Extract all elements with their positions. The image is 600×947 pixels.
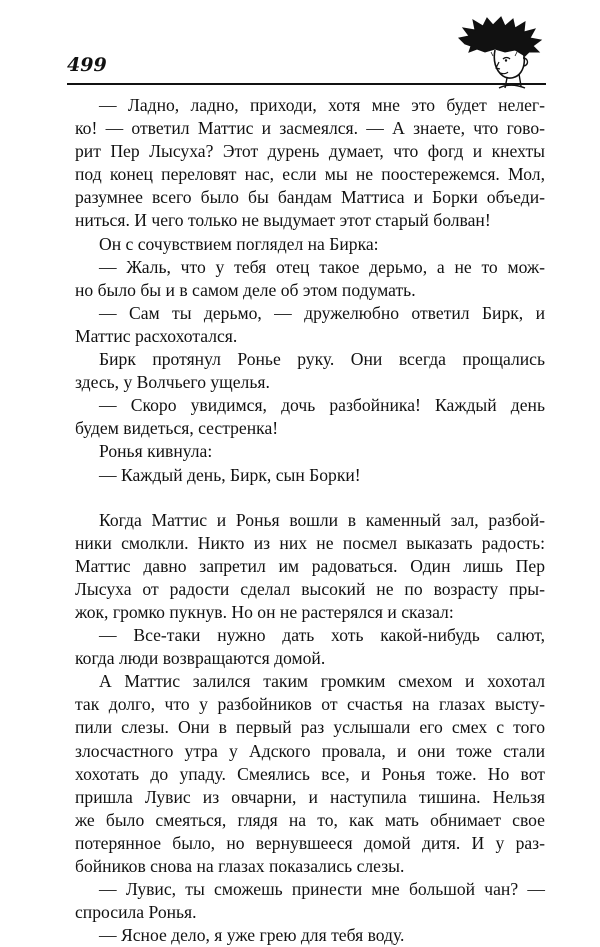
paragraph <box>75 440 545 463</box>
text-line: Когда Маттис и Ронья вошли в каменный зал, разбой- <box>99 509 545 530</box>
text-line: Ронья кивнула: <box>99 441 213 462</box>
boy-portrait-illustration <box>455 16 545 92</box>
text-line: — Ясное дело, я уже грею для тебя воду. <box>99 925 405 946</box>
paragraph <box>75 509 545 624</box>
paragraph <box>75 394 545 440</box>
paragraph <box>75 878 545 924</box>
text-line: А Маттис залился таким громким смехом и хохотал <box>99 671 545 692</box>
paragraph <box>75 256 545 302</box>
text-line: — Лувис, ты сможешь принести мне большой чан? — <box>99 879 545 900</box>
paragraph <box>75 94 545 233</box>
text-line: же было смеяться, глядя на то, как мать обнимает свое <box>75 809 545 830</box>
page-number: 499 <box>67 54 107 76</box>
text-line: но было бы и в самом деле об этом подумать. <box>75 279 416 300</box>
text-line: будем видеться, сестренка! <box>75 418 279 439</box>
text-line: — Скоро увидимся, дочь разбойника! Каждый день <box>99 395 545 416</box>
text-line: пришла Лувис из овчарни, и наступила тишина. Нельзя <box>75 786 545 807</box>
paragraph <box>75 924 545 947</box>
text-line: ко! — ответил Маттис и засмеялся. — А знаете, что гово- <box>75 118 545 139</box>
text-line: под конец переловят нас, если мы не поостережемся. Мол, <box>75 164 545 185</box>
text-line: разумнее всего было бы бандам Маттиса и Борки объеди- <box>75 187 545 208</box>
text-line: здесь, у Волчьего ущелья. <box>75 372 270 393</box>
paragraph <box>75 624 545 670</box>
text-line: — Каждый день, Бирк, сын Борки! <box>99 464 361 485</box>
paragraph <box>75 670 545 878</box>
text-line: рит Пер Лысуха? Этот дурень думает, что фогд и кнехты <box>75 141 545 162</box>
paragraph <box>75 302 545 348</box>
text-line: Лысуха от радости сделал высокий не по возрасту пры- <box>75 578 545 599</box>
text-line: Маттис давно запретил им радоваться. Один лишь Пер <box>75 555 545 576</box>
text-line: ниться. И чего только не выдумает этот старый болван! <box>75 210 491 231</box>
text-line: хохотать до упаду. Смеялись все, и Ронья тоже. Но вот <box>75 763 545 784</box>
paragraph <box>75 348 545 394</box>
text-line: злосчастного утра у Адского провала, и они тоже стали <box>75 740 545 761</box>
text-line: пили слезы. Они в первый раз услышали его смех с того <box>75 717 545 738</box>
text-line: спросила Ронья. <box>75 902 197 923</box>
text-line: — Жаль, что у тебя отец такое дерьмо, а не то мож- <box>99 256 545 277</box>
text-line: когда люди возвращаются домой. <box>75 648 326 669</box>
text-line: Маттис расхохотался. <box>75 325 238 346</box>
text-line: — Ладно, ладно, приходи, хотя мне это будет нелег- <box>99 95 545 115</box>
text-line: — Все-таки нужно дать хоть какой-нибудь салют, <box>99 625 545 646</box>
text-line: так долго, что у разбойников от счастья на глазах высту- <box>75 694 545 715</box>
text-line: потерянное было, но вернувшееся домой дитя. И у раз- <box>75 832 545 853</box>
text-line: Он с сочувствием поглядел на Бирка: <box>99 233 379 254</box>
text-line: — Сам ты дерьмо, — дружелюбно ответил Бирк, и <box>99 302 545 323</box>
body-text <box>75 94 545 947</box>
paragraph <box>75 464 545 487</box>
text-line: жок, громко пукнув. Но он не растерялся и сказал: <box>75 601 454 622</box>
header-rule <box>67 83 546 85</box>
section-break <box>75 487 545 509</box>
text-line: бойников снова на глазах показались слезы. <box>75 856 405 876</box>
text-line: ники смолкли. Никто из них не посмел выказать радость: <box>75 532 545 553</box>
text-line: Бирк протянул Ронье руку. Они всегда прощались <box>99 349 545 370</box>
paragraph <box>75 233 545 256</box>
